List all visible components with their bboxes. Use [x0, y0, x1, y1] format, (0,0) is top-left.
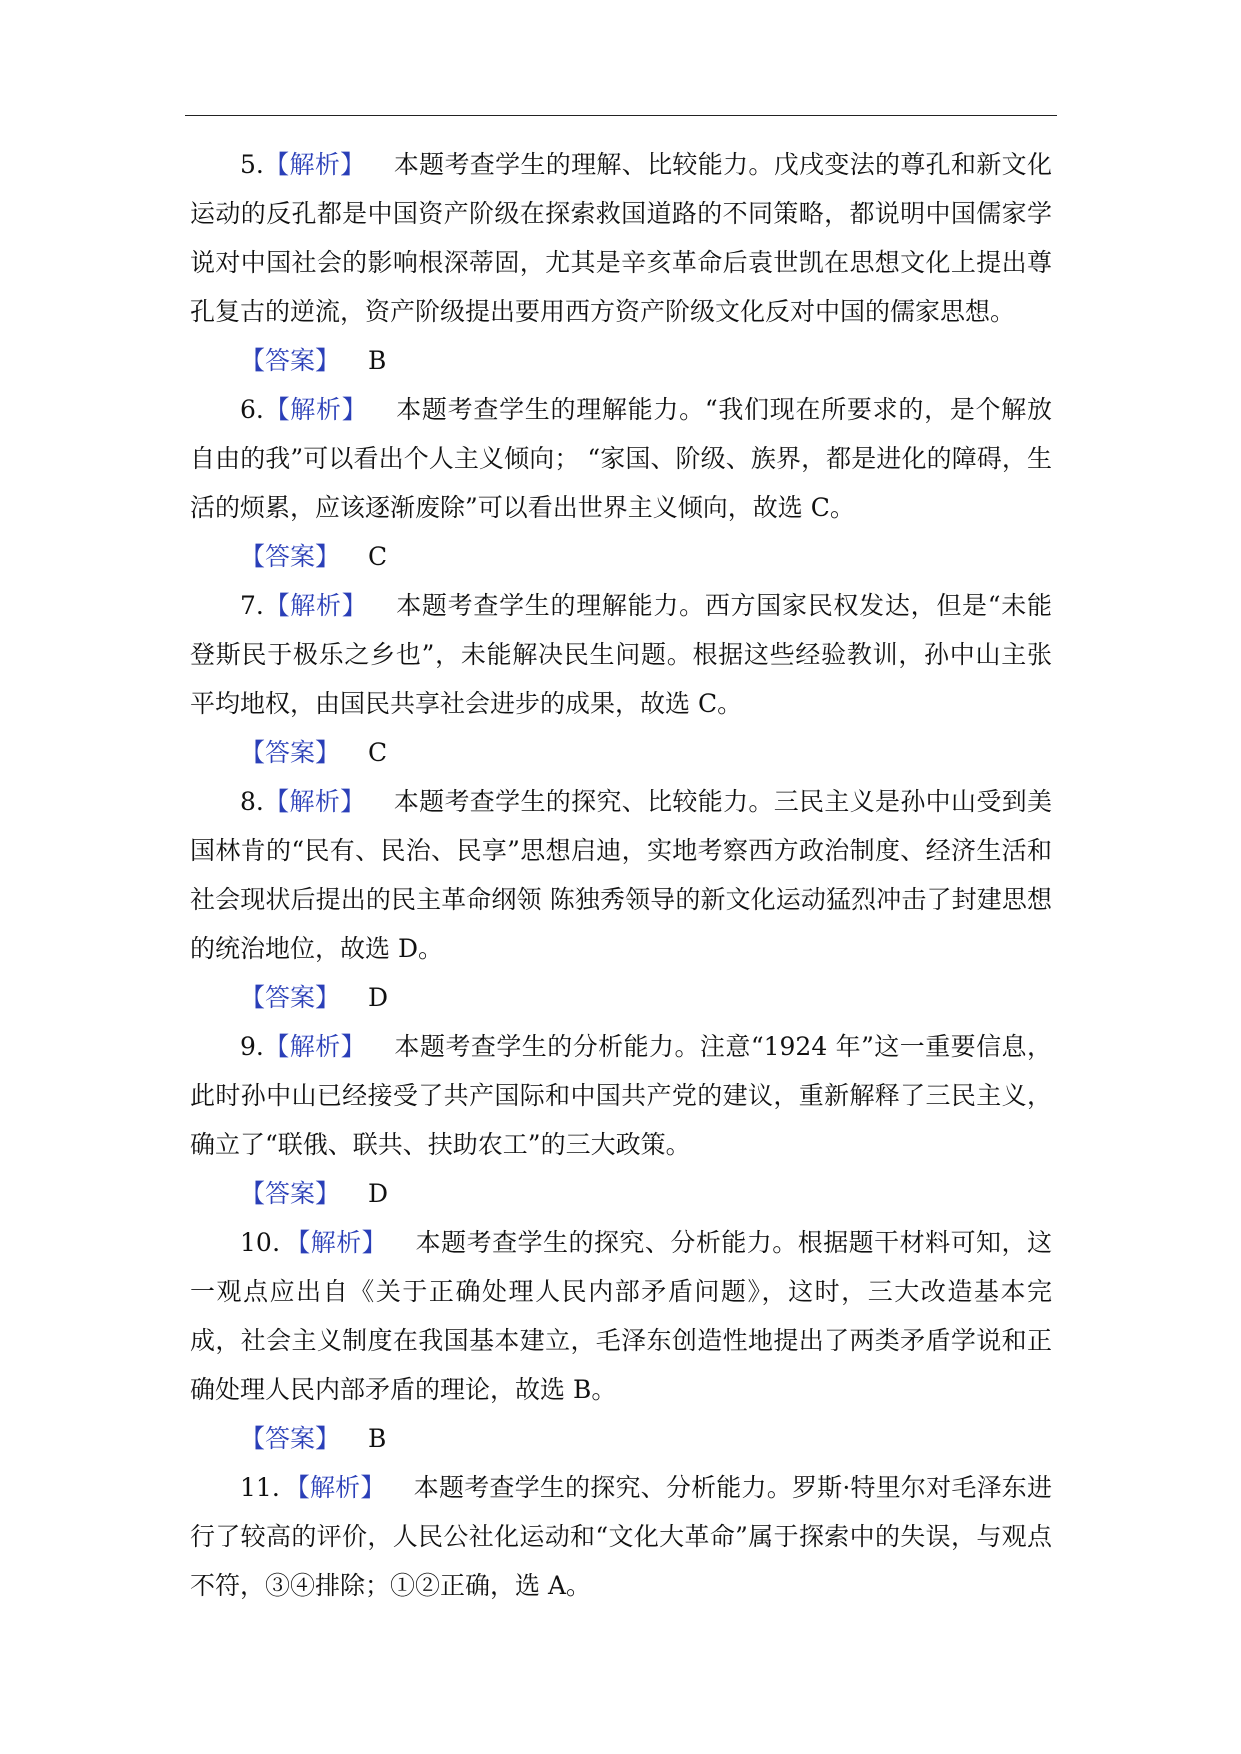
header-rule [185, 115, 1057, 116]
answer-tag: 【答案】 [240, 346, 341, 375]
answer-tag: 【答案】 [240, 1179, 341, 1208]
answer-value: D [368, 1179, 389, 1208]
item-5-analysis [190, 140, 1052, 336]
analysis-tag: 【解析】 [263, 787, 366, 816]
analysis-text: 本题考查学生的分析能力。注意“1924 年”这一重要信息，此时孙中山已经接受了共产国际和中国共产党的建议，重新解释了三民主义，确立了“联俄、联共、扶助农工”的三大政策。 [190, 1032, 1052, 1159]
item-number: 8. [240, 787, 264, 816]
analysis-text: 本题考查学生的探究、分析能力。罗斯·特里尔对毛泽东进行了较高的评价，人民公社化运动和“文化大革命”属于探索中的失误，与观点不符，③④排除；①②正确，选 A。 [190, 1473, 1052, 1600]
item-number: 9. [240, 1032, 264, 1061]
item-8-analysis [190, 777, 1052, 973]
item-5-answer [190, 336, 1052, 385]
item-number: 6. [240, 395, 264, 424]
analysis-text: 本题考查学生的探究、比较能力。三民主义是孙中山受到美国林肯的“民有、民治、民享”思想启迪，实地考察西方政治制度、经济生活和社会现状后提出的民主革命纲领 陈独秀领导的新文化运动猛烈冲击了封建思想的统治地位，故选 D。 [190, 787, 1052, 963]
analysis-tag: 【解析】 [263, 1032, 367, 1061]
answer-tag: 【答案】 [240, 1424, 341, 1453]
answer-tag: 【答案】 [240, 738, 341, 767]
analysis-text: 本题考查学生的探究、分析能力。根据题干材料可知，这一观点应出自《关于正确处理人民内部矛盾问题》，这时，三大改造基本完成，社会主义制度在我国基本建立，毛泽东创造性地提出了两类矛盾学说和正确处理人民内部矛盾的理论，故选 B。 [190, 1228, 1052, 1404]
item-9-answer [190, 1169, 1052, 1218]
item-6-answer [190, 532, 1052, 581]
item-8-answer [190, 973, 1052, 1022]
analysis-tag: 【解析】 [297, 1473, 386, 1502]
analysis-tag: 【解析】 [263, 591, 368, 620]
item-10-analysis [190, 1218, 1052, 1414]
analysis-text: 本题考查学生的理解能力。西方国家民权发达，但是“未能登斯民于极乐之乡也”，未能解决民生问题。根据这些经验教训，孙中山主张平均地权，由国民共享社会进步的成果，故选 C。 [190, 591, 1052, 718]
item-number: 11． [240, 1473, 298, 1502]
item-number: 5. [240, 150, 264, 179]
item-11-analysis [190, 1463, 1052, 1610]
answer-value: C [368, 738, 388, 767]
answer-tag: 【答案】 [240, 542, 341, 571]
answer-value: B [368, 1424, 387, 1453]
answer-key-content [190, 140, 1052, 1610]
answer-value: D [368, 983, 389, 1012]
item-10-answer [190, 1414, 1052, 1463]
answer-value: C [368, 542, 388, 571]
item-7-answer [190, 728, 1052, 777]
analysis-text: 本题考查学生的理解、比较能力。戊戌变法的尊孔和新文化运动的反孔都是中国资产阶级在探索救国道路的不同策略，都说明中国儒家学说对中国社会的影响根深蒂固，尤其是辛亥革命后袁世凯在思想文化上提出尊孔复古的逆流，资产阶级提出要用西方资产阶级文化反对中国的儒家思想。 [190, 150, 1052, 326]
analysis-tag: 【解析】 [297, 1228, 388, 1257]
analysis-tag: 【解析】 [263, 150, 366, 179]
answer-tag: 【答案】 [240, 983, 341, 1012]
item-number: 10． [240, 1228, 298, 1257]
item-6-analysis [190, 385, 1052, 532]
item-7-analysis [190, 581, 1052, 728]
answer-value: B [368, 346, 387, 375]
item-9-analysis [190, 1022, 1052, 1169]
analysis-tag: 【解析】 [263, 395, 368, 424]
item-number: 7. [240, 591, 264, 620]
analysis-text: 本题考查学生的理解能力。“我们现在所要求的，是个解放自由的我”可以看出个人主义倾向； “家国、阶级、族界，都是进化的障碍，生活的烦累，应该逐渐废除”可以看出世界主义倾向，故选 C。 [190, 395, 1052, 522]
